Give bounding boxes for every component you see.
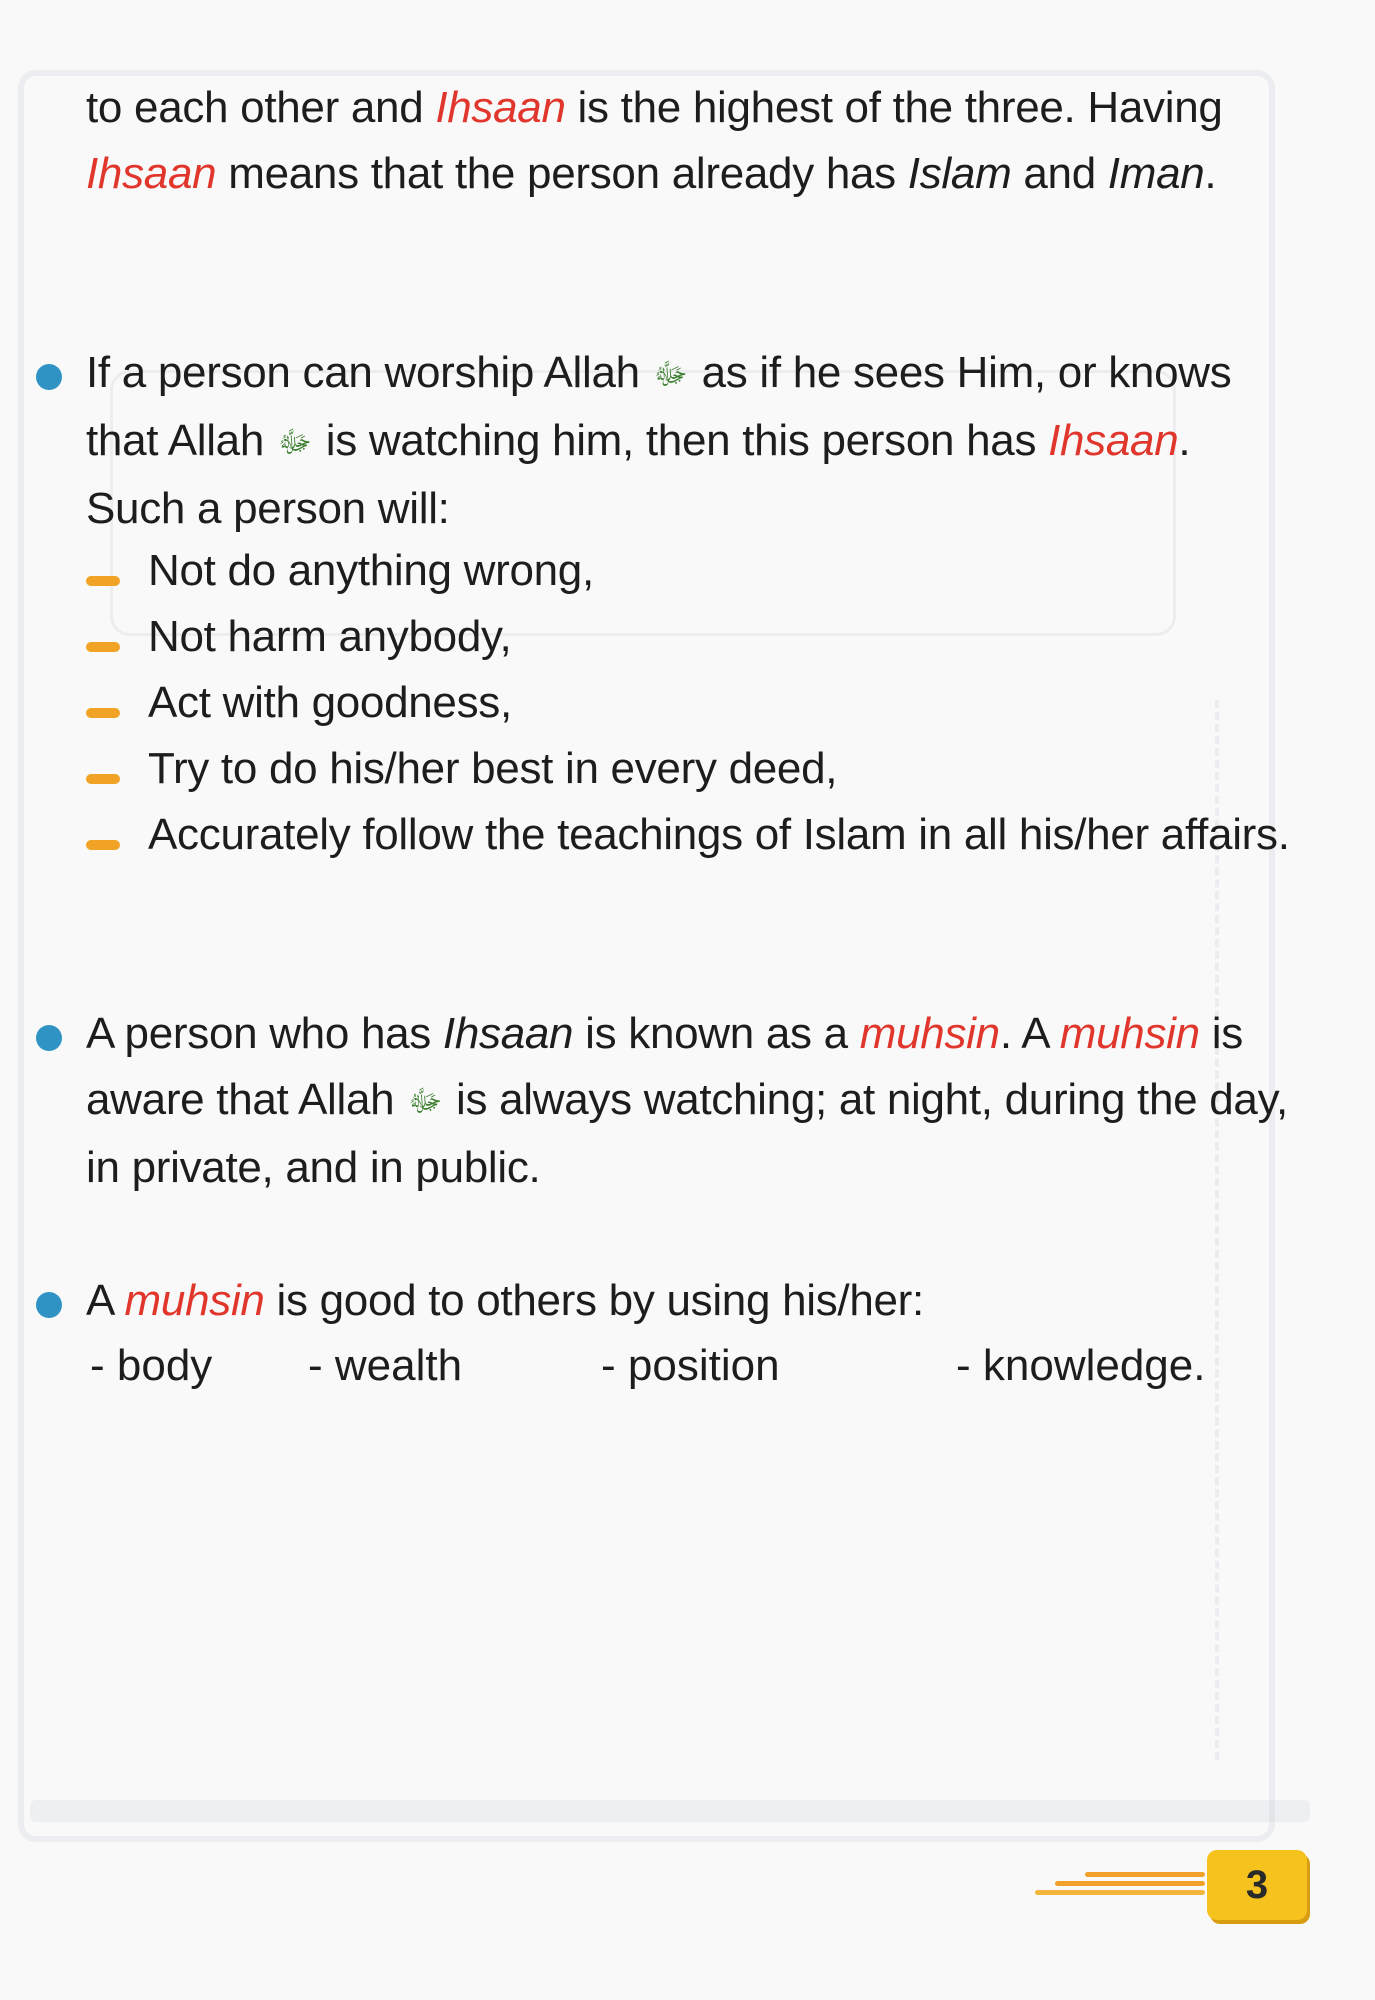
term-ihsaan: Ihsaan <box>1048 416 1179 465</box>
page-number-area <box>1035 1850 1315 1920</box>
dash-bullet-icon <box>86 774 120 784</box>
term-ihsaan: Ihsaan <box>435 83 566 132</box>
list-item: Try to do his/her best in every deed, <box>86 736 1301 802</box>
term-ihsaan: Ihsaan <box>442 1009 574 1058</box>
show-through-bottom-bar <box>30 1800 1310 1822</box>
term-muhsin: muhsin <box>859 1009 1000 1058</box>
term-islam: Islam <box>907 149 1012 198</box>
list-item: Act with goodness, <box>86 670 1301 736</box>
intro-paragraph: to each other and Ihsaan is the highest of the three. Having Ihsaan means that the person already has Islam and Iman. <box>86 83 1223 198</box>
quality-wealth: - wealth <box>308 1341 463 1390</box>
decorative-stripes-icon <box>1035 1872 1205 1902</box>
quality-knowledge: - knowledge. <box>956 1341 1206 1390</box>
term-muhsin: muhsin <box>1059 1009 1200 1058</box>
dash-bullet-icon <box>86 840 120 850</box>
arabic-honorific-glyph: ﷻ <box>653 357 688 392</box>
bullet-dot-icon <box>36 1292 62 1318</box>
term-muhsin: muhsin <box>124 1276 265 1325</box>
muhsin-good-paragraph: A muhsin is good to others by using his/her: <box>86 1268 1301 1334</box>
dash-bullet-icon <box>86 576 120 586</box>
quality-position: - position <box>601 1341 780 1390</box>
worship-paragraph: If a person can worship Allah ﷻ as if he sees Him, or knows that Allah ﷻ is watching him, then this person has Ihsaan. Such a person will: <box>86 340 1301 542</box>
term-iman: Iman <box>1107 149 1205 198</box>
arabic-honorific-glyph: ﷻ <box>408 1084 443 1119</box>
bullet-dot-icon <box>36 1025 62 1051</box>
person-will-list <box>86 538 1301 868</box>
list-item: Accurately follow the teachings of Islam in all his/her affairs. <box>86 802 1301 868</box>
muhsin-definition-paragraph: A person who has Ihsaan is known as a muhsin. A muhsin is aware that Allah ﷻ is always watching; at night, during the day, in private, and in public. <box>86 1001 1301 1201</box>
arabic-honorific-glyph: ﷻ <box>277 425 312 460</box>
quality-body: - body <box>90 1341 213 1390</box>
show-through-frame <box>18 70 1275 1842</box>
qualities-row <box>86 1333 1326 1399</box>
dash-bullet-icon <box>86 642 120 652</box>
dash-bullet-icon <box>86 708 120 718</box>
page-number-badge <box>1207 1850 1307 1920</box>
page-number: 3 <box>1245 1862 1269 1907</box>
term-ihsaan: Ihsaan <box>86 149 217 198</box>
list-item: Not do anything wrong, <box>86 538 1301 604</box>
list-item: Not harm anybody, <box>86 604 1301 670</box>
bullet-dot-icon <box>36 364 62 390</box>
